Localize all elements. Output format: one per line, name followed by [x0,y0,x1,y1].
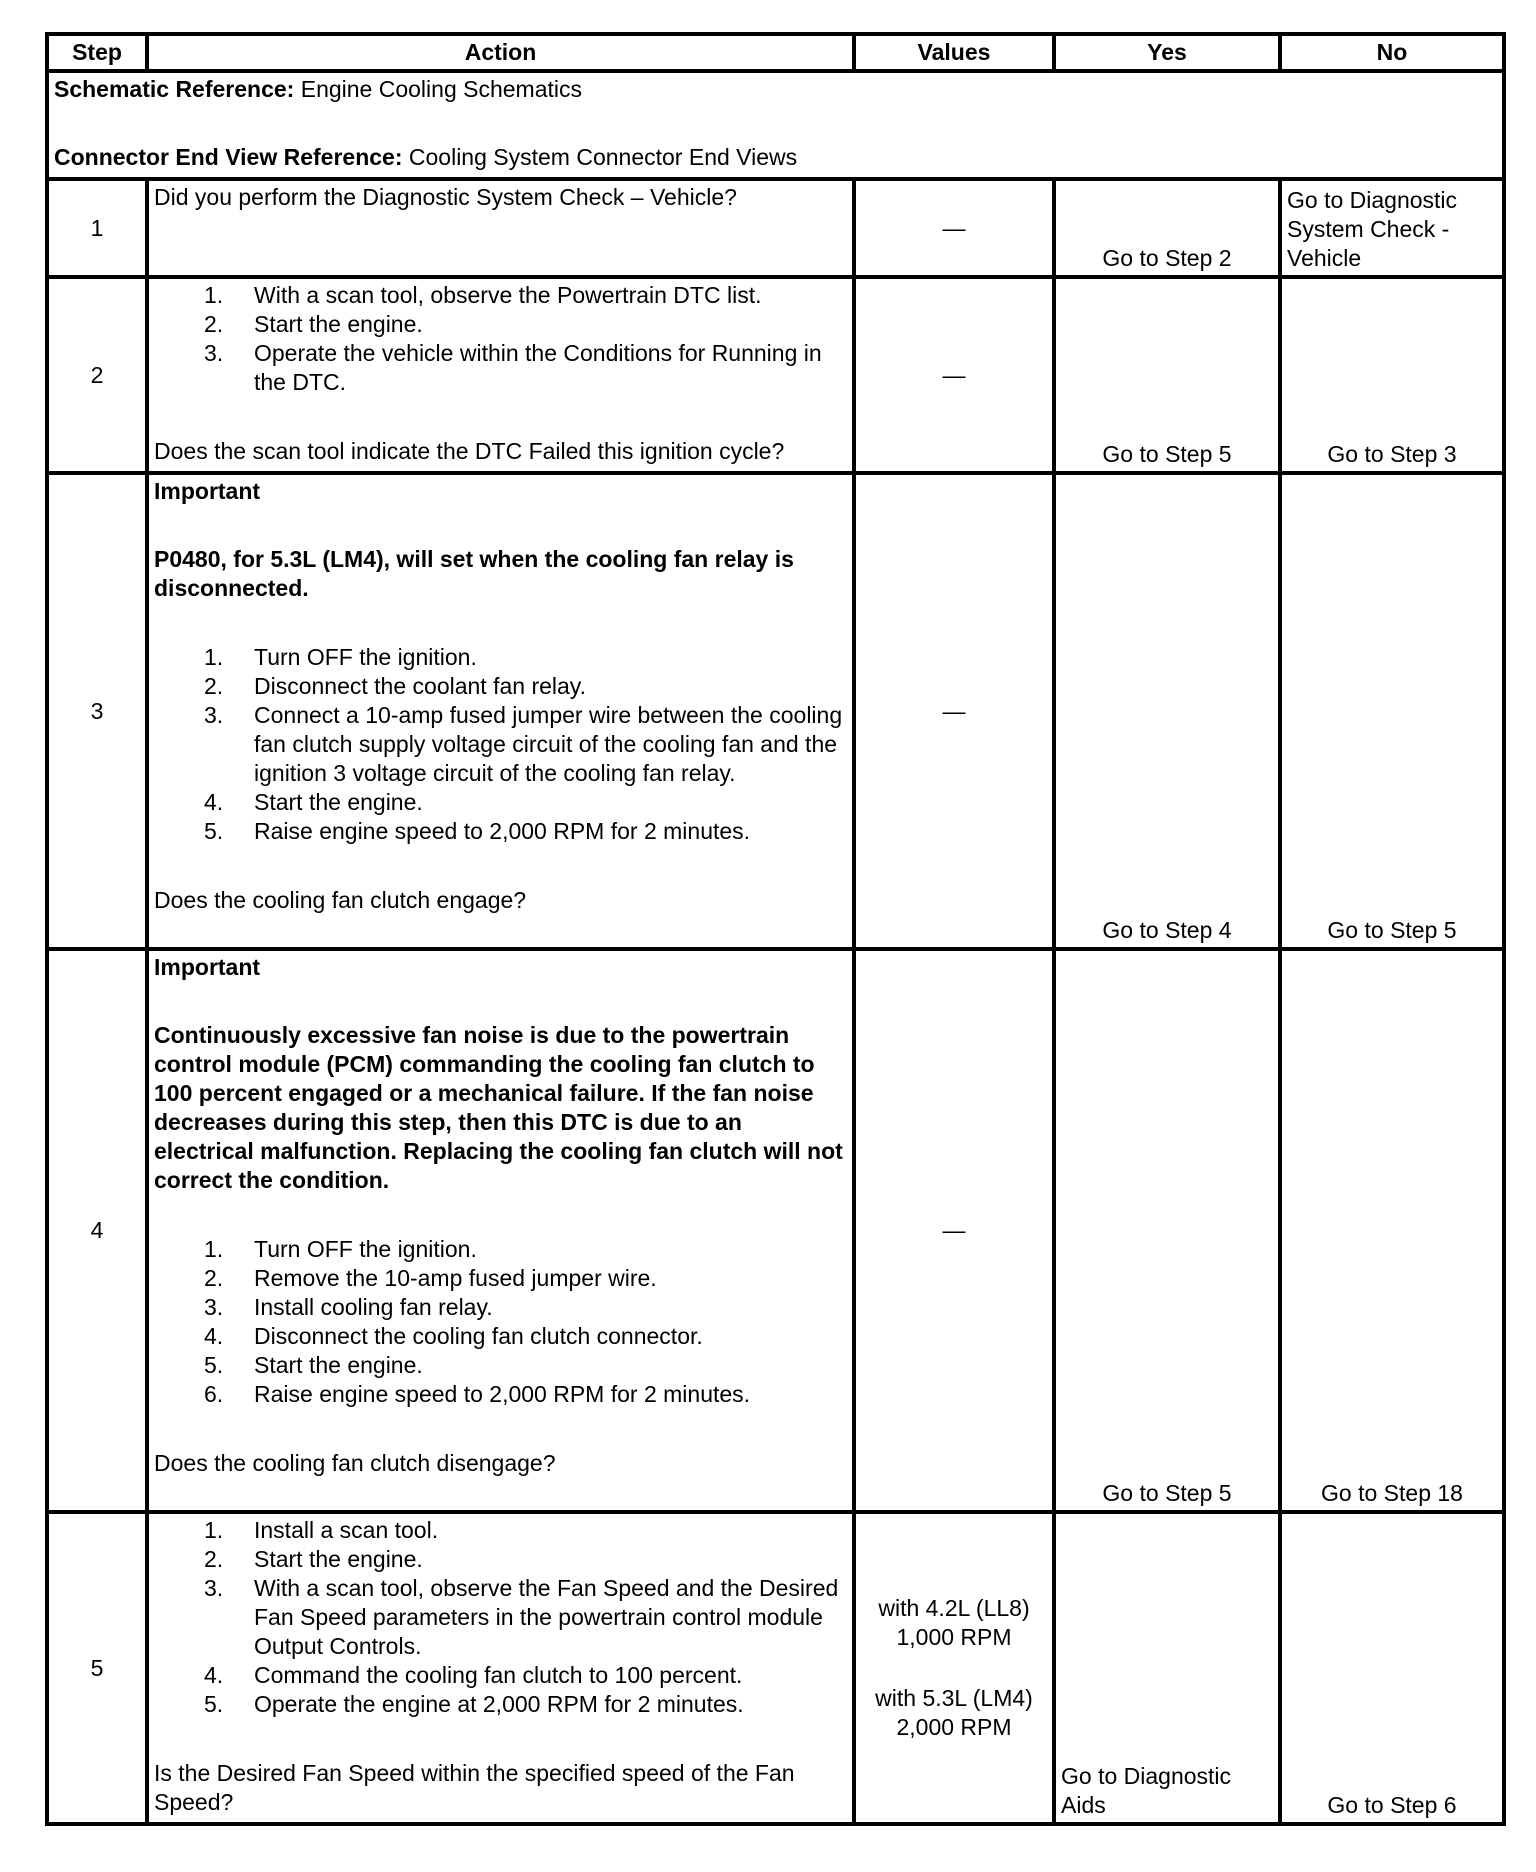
list-item: 3. Connect a 10-amp fused jumper wire between the cooling fan clutch supply voltage circuit of the cooling fan and the ignition 3 voltage circuit of the cooling fan relay. [204,702,843,786]
yes-cell: Go to Step 4 [1054,473,1280,949]
important-label: Important [154,478,261,504]
table-row [47,473,1504,949]
header-action: Action [147,34,854,71]
yes-cell: Go to Diagnostic Aids [1054,1512,1280,1824]
list-item: 6. Raise engine speed to 2,000 RPM for 2 minutes. [204,1381,751,1407]
connector-reference [54,143,1497,172]
action-cell [147,473,854,949]
value-spec-4-2l [861,1594,1047,1652]
value-spec-5-3l [861,1684,1047,1742]
yes-cell: Go to Step 5 [1054,277,1280,473]
table-row [47,949,1504,1512]
connector-reference-value: Cooling System Connector End Views [408,144,798,170]
action-question: Is the Desired Fan Speed within the specified speed of the Fan Speed? [154,1760,795,1815]
list-item: 2. Remove the 10-amp fused jumper wire. [204,1265,657,1291]
step-number: 2 [47,277,147,473]
table-header-row [47,34,1504,71]
values-cell: — [854,179,1054,277]
action-cell [147,1512,854,1824]
step-number: 1 [47,179,147,277]
header-step: Step [47,34,147,71]
values-cell [854,1512,1054,1824]
value-rpm: 1,000 RPM [896,1624,1012,1650]
table-row [47,1512,1504,1824]
value-label: with 4.2L (LL8) [878,1595,1030,1621]
action-cell [147,277,854,473]
connector-reference-label: Connector End View Reference: [54,144,403,170]
action-question: Does the cooling fan clutch engage? [154,887,527,913]
list-item: 2. Disconnect the coolant fan relay. [204,673,586,699]
yes-cell: Go to Step 2 [1054,179,1280,277]
header-values: Values [854,34,1054,71]
no-cell: Go to Diagnostic System Check - Vehicle [1280,179,1504,277]
action-question: Did you perform the Diagnostic System Check – Vehicle? [154,184,737,210]
list-item: 4. Disconnect the cooling fan clutch connector. [204,1323,703,1349]
list-item: 2. Start the engine. [204,1546,423,1572]
step-number: 5 [47,1512,147,1824]
list-item: 5. Start the engine. [204,1352,423,1378]
no-cell: Go to Step 5 [1280,473,1504,949]
instruction-list [154,1516,847,1719]
list-item: 5. Raise engine speed to 2,000 RPM for 2 minutes. [204,818,751,844]
table-row [47,179,1504,277]
header-no: No [1280,34,1504,71]
no-cell: Go to Step 3 [1280,277,1504,473]
values-cell: — [854,949,1054,1512]
diagnostic-table-page [45,32,1502,1826]
important-label: Important [154,954,261,980]
table-row [47,277,1504,473]
value-rpm: 2,000 RPM [896,1714,1012,1740]
schematic-reference [54,75,1497,104]
reference-cell [47,71,1504,179]
list-item: 4. Command the cooling fan clutch to 100 percent. [204,1662,743,1688]
list-item: 1. Install a scan tool. [204,1517,439,1543]
list-item: 3. Operate the vehicle within the Conditions for Running in the DTC. [204,340,822,395]
list-item: 5. Operate the engine at 2,000 RPM for 2 minutes. [204,1691,744,1717]
list-item: 1. With a scan tool, observe the Powertrain DTC list. [204,282,762,308]
list-item: 2. Start the engine. [204,311,423,337]
list-item: 3. Install cooling fan relay. [204,1294,493,1320]
list-item: 1. Turn OFF the ignition. [204,1236,477,1262]
action-question: Does the scan tool indicate the DTC Failed this ignition cycle? [154,438,785,464]
instruction-list [154,643,847,846]
value-label: with 5.3L (LM4) [875,1685,1033,1711]
step-number: 3 [47,473,147,949]
action-cell [147,949,854,1512]
instruction-list [154,281,847,397]
instruction-list [154,1235,847,1409]
schematic-reference-label: Schematic Reference: [54,76,295,102]
no-cell: Go to Step 6 [1280,1512,1504,1824]
diagnostic-table [45,32,1506,1826]
important-text: Continuously excessive fan noise is due to the powertrain control module (PCM) commanding the cooling fan clutch to 100 percent engaged or a mechanical failure. If the fan noise decreases during this step, then this DTC is due to an electrical malfunction. Replacing the cooling fan clutch will not correct the condition. [154,1022,843,1193]
action-cell [147,179,854,277]
no-cell: Go to Step 18 [1280,949,1504,1512]
schematic-reference-value: Engine Cooling Schematics [300,76,583,102]
values-cell: — [854,277,1054,473]
values-cell: — [854,473,1054,949]
header-yes: Yes [1054,34,1280,71]
list-item: 1. Turn OFF the ignition. [204,644,477,670]
list-item: 4. Start the engine. [204,789,423,815]
important-text: P0480, for 5.3L (LM4), will set when the cooling fan relay is disconnected. [154,546,794,601]
list-item: 3. With a scan tool, observe the Fan Speed and the Desired Fan Speed parameters in the powertrain control module Output Controls. [204,1575,839,1659]
reference-row [47,71,1504,179]
step-number: 4 [47,949,147,1512]
yes-cell: Go to Step 5 [1054,949,1280,1512]
action-question: Does the cooling fan clutch disengage? [154,1450,556,1476]
